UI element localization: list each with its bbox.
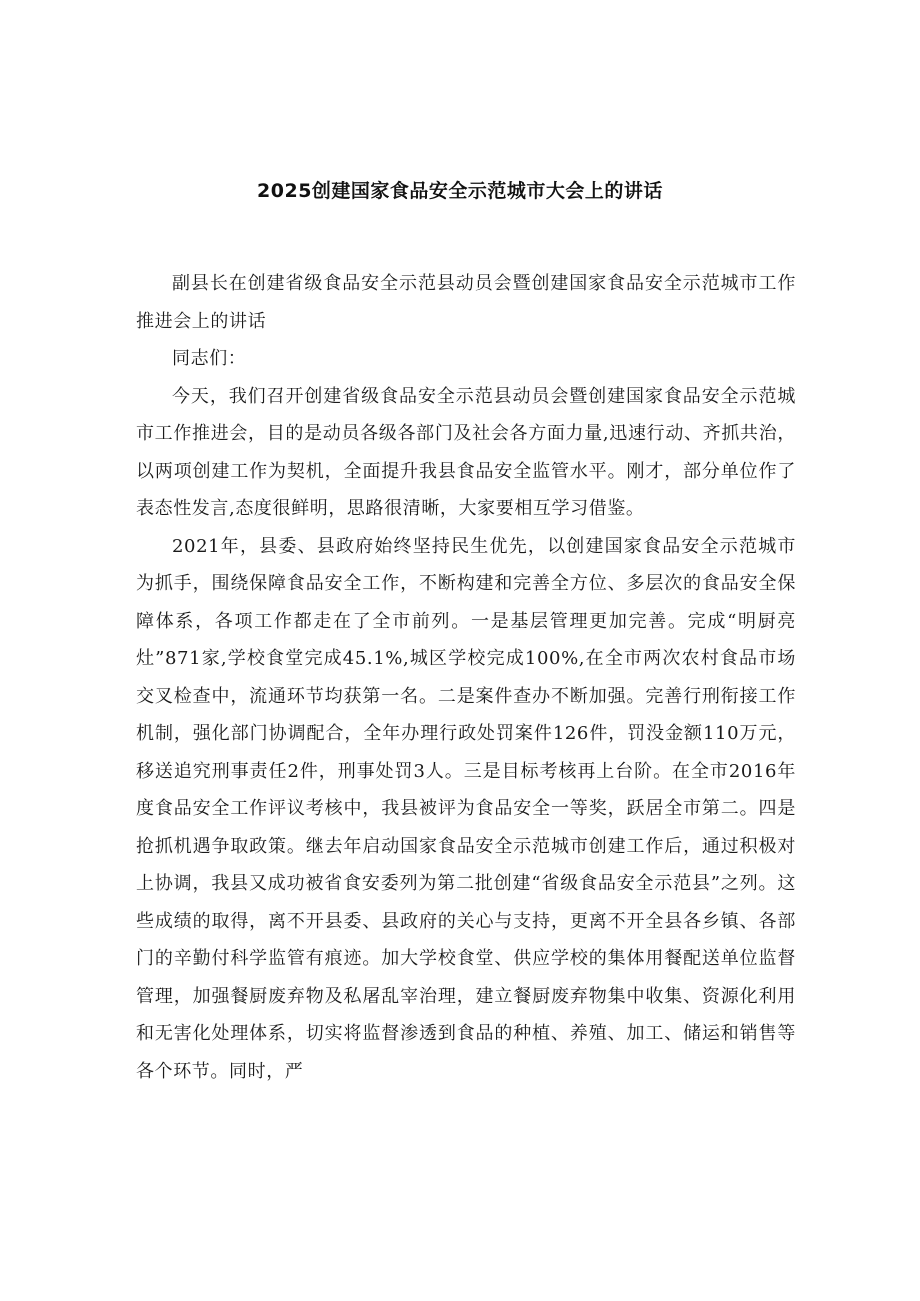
document-body <box>136 265 796 1090</box>
paragraph-opening: 今天，我们召开创建省级食品安全示范县动员会暨创建国家食品安全示范城市工作推进会，目的是动员各级各部门及社会各方面力量,迅速行动、齐抓共治，以两项创建工作为契机，全面提升我县食品安全监管水平。刚才，部分单位作了表态性发言,态度很鲜明，思路很清晰，大家要相互学习借鉴。 <box>136 385 796 519</box>
paragraph-achievements: 2021年，县委、县政府始终坚持民生优先，以创建国家食品安全示范城市为抓手，围绕保障食品安全工作，不断构建和完善全方位、多层次的食品安全保障体系，各项工作都走在了全市前列。一是基层管理更加完善。完成“明厨亮灶”871家,学校食堂完成45.1%,城区学校完成100%,在全市两次农村食品市场交叉检查中，流通环节均获第一名。二是案件查办不断加强。完善行刑衔接工作机制，强化部门协调配合，全年办理行政处罚案件126件，罚没金额110万元，移送追究刑事责任2件，刑事处罚3人。三是目标考核再上台阶。在全市2016年度食品安全工作评议考核中，我县被评为食品安全一等奖，跃居全市第二。四是抢抓机遇争取政策。继去年启动国家食品安全示范城市创建工作后，通过积极对上协调，我县又成功被省食安委列为第二批创建“省级食品安全示范县”之列。这些成绩的取得，离不开县委、县政府的关心与支持，更离不开全县各乡镇、各部门的辛勤付科学监管有痕迹。加大学校食堂、供应学校的集体用餐配送单位监督管理，加强餐厨废弃物及私屠乱宰治理，建立餐厨废弃物集中收集、资源化利用和无害化处理体系，切实将监督渗透到食品的种植、养殖、加工、储运和销售等各个环节。同时，严 <box>136 535 796 1082</box>
paragraph-salutation: 同志们： <box>172 348 247 369</box>
paragraph-subtitle: 副县长在创建省级食品安全示范县动员会暨创建国家食品安全示范城市工作推进会上的讲话 <box>136 273 796 332</box>
document-title: 2025创建国家食品安全示范城市大会上的讲话 <box>257 180 663 202</box>
